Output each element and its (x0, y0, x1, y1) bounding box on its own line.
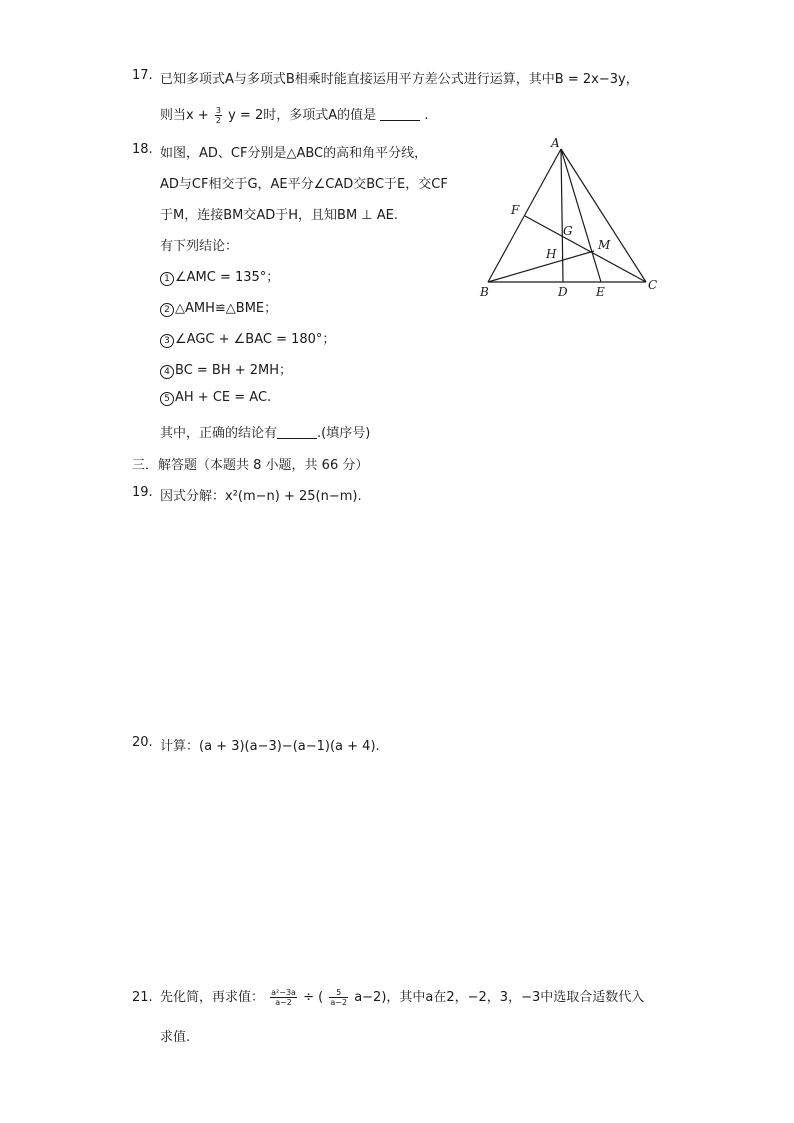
label-M: M (598, 238, 611, 252)
q17-fraction-den: 2 (215, 116, 221, 125)
conclusion-4-text: BC = BH + 2MH； (175, 363, 293, 378)
section-3-heading: 三．解答题（本题共 8 小题，共 66 分） (132, 458, 369, 473)
triangle-figure (470, 132, 680, 307)
label-D: D (558, 285, 568, 299)
q18-conclusion-5 (160, 390, 271, 406)
q17-line2-end: . (424, 108, 429, 123)
q18-line4: 有下列结论： (160, 239, 239, 254)
segment-AB (488, 149, 561, 282)
q17-answer-blank[interactable] (380, 108, 420, 121)
q17-fraction (215, 106, 222, 125)
q21-fraction-2-den: a−2 (330, 998, 348, 1007)
label-E: E (596, 285, 605, 299)
q18-answer-blank[interactable] (277, 426, 317, 439)
q21-mid: ÷ ( (303, 990, 324, 1005)
q20-number: 20. (132, 735, 153, 750)
q21-post: a−2)，其中a在2，−2，3，−3中选取合适数代入 (354, 990, 645, 1005)
conclusion-1-text: ∠AMC = 135°； (175, 270, 280, 285)
segment-AC (561, 149, 646, 282)
conclusion-5-text: AH + CE = AC. (175, 390, 272, 405)
q18-conclusion-2 (160, 297, 277, 317)
q21-fraction-1-den: a−2 (275, 998, 292, 1007)
q21-fraction-2-num: 5 (329, 988, 348, 998)
segment-CF (525, 216, 646, 282)
segment-BM (488, 251, 594, 282)
q21-line2: 求值. (160, 1030, 191, 1045)
label-B: B (480, 285, 489, 299)
q18-last-line (160, 422, 370, 441)
conclusion-2-text: △AMH≌△BME； (175, 301, 278, 316)
label-C: C (648, 278, 658, 292)
q17-line2-pre: 则当x + (160, 108, 209, 123)
label-H: H (546, 247, 557, 261)
q18-conclusion-4 (160, 359, 292, 379)
q21-fraction-1-num: a²−3a (271, 988, 296, 997)
q17-line2-post: y = 2时，多项式A的值是 (228, 108, 377, 123)
q17-line2 (160, 104, 429, 125)
label-A: A (551, 136, 560, 150)
q17-fraction-num: 3 (215, 106, 221, 115)
q18-last-post: .(填序号) (317, 426, 371, 441)
q21-pre: 先化简，再求值： (160, 990, 265, 1005)
q17-number: 17. (132, 68, 153, 83)
conclusion-3-text: ∠AGC + ∠BAC = 180°； (175, 332, 336, 347)
q18-line2: AD与CF相交于G，AE平分∠CAD交BC于E，交CF (160, 177, 448, 192)
q21-number: 21. (132, 990, 153, 1005)
circled-number-5: 5 (160, 392, 174, 406)
circled-number-1: 1 (160, 272, 174, 286)
label-F: F (511, 203, 520, 217)
q18-conclusion-3 (160, 328, 335, 348)
q18-last-pre: 其中，正确的结论有 (160, 426, 278, 441)
q18-number: 18. (132, 142, 153, 157)
q19-number: 19. (132, 485, 153, 500)
circled-number-3: 3 (160, 334, 174, 348)
q20-text: 计算：(a + 3)(a−3)−(a−1)(a + 4). (160, 739, 380, 754)
q21-line1 (160, 986, 644, 1007)
q18-line3: 于M，连接BM交AD于H，且知BM ⊥ AE. (160, 208, 398, 223)
q17-line1: 已知多项式A与多项式B相乘时能直接运用平方差公式进行运算，其中B = 2x−3y， (160, 72, 639, 87)
q18-line1: 如图，AD、CF分别是△ABC的高和角平分线， (160, 146, 428, 161)
circled-number-2: 2 (160, 303, 174, 317)
q18-conclusion-1 (160, 266, 279, 286)
q21-fraction-1 (270, 988, 297, 1007)
segment-AE (561, 149, 601, 282)
q19-text: 因式分解：x²(m−n) + 25(n−m). (160, 489, 362, 504)
label-G: G (563, 224, 573, 238)
q21-fraction-2 (329, 988, 348, 1007)
segment-AD (561, 149, 563, 282)
circled-number-4: 4 (160, 365, 174, 379)
